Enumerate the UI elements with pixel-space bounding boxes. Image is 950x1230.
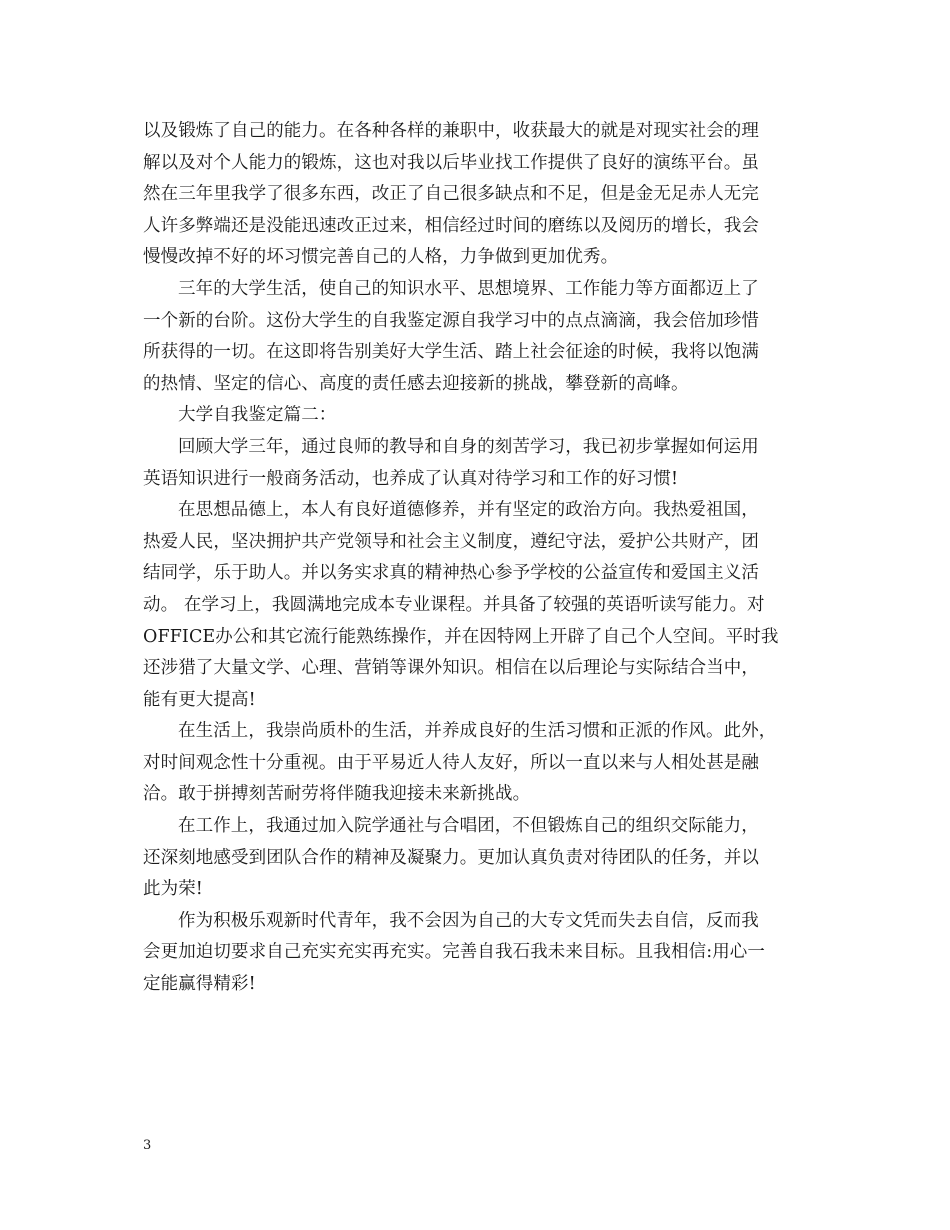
text-line: 还深刻地感受到团队合作的精神及凝聚力。更加认真负责对待团队的任务，并以 <box>143 847 759 868</box>
text-line: 在工作上，我通过加入院学通社与合唱团，不但锻炼自己的组织交际能力， <box>178 816 759 837</box>
text-line: 还涉猎了大量文学、心理、营销等课外知识。相信在以后理论与实际结合当中， <box>143 658 759 679</box>
text-line: 所获得的一切。在这即将告别美好大学生活、踏上社会征途的时候，我将以饱满 <box>143 342 759 363</box>
text-line: 在思想品德上，本人有良好道德修养，并有坚定的政治方向。我热爱祖国， <box>178 500 759 521</box>
text-line: 的热情、坚定的信心、高度的责任感去迎接新的挑战，攀登新的高峰。 <box>143 373 689 394</box>
text-line: 作为积极乐观新时代青年，我不会因为自己的大专文凭而失去自信，反而我 <box>178 910 759 931</box>
text-line: 会更加迫切要求自己充实充实再充实。完善自我石我未来目标。且我相信:用心一 <box>143 942 765 963</box>
text-line: 洽。敢于拼搏刻苦耐劳将伴随我迎接未来新挑战。 <box>143 784 531 805</box>
text-line: 三年的大学生活，使自己的知识水平、思想境界、工作能力等方面都迈上了 <box>178 278 759 299</box>
text-line: 大学自我鉴定篇二： <box>178 405 337 426</box>
text-line: 然在三年里我学了很多东西，改正了自己很多缺点和不足，但是金无足赤人无完 <box>143 184 759 205</box>
text-line: 此为荣! <box>143 879 203 900</box>
document-body <box>143 116 833 1001</box>
text-line: 解以及对个人能力的锻炼，这也对我以后毕业找工作提供了良好的演练平台。虽 <box>143 152 759 173</box>
page-number: 3 <box>143 1138 152 1153</box>
text-line: 慢慢改掉不好的坏习惯完善自己的人格，力争做到更加优秀。 <box>143 247 619 268</box>
text-line: 以及锻炼了自己的能力。在各种各样的兼职中，收获最大的就是对现实社会的理 <box>143 121 759 141</box>
text-line: 在生活上，我崇尚质朴的生活，并养成良好的生活习惯和正派的作风。此外， <box>178 721 777 742</box>
text-line: 人许多弊端还是没能迅速改正过来，相信经过时间的磨练以及阅历的增长，我会 <box>143 215 759 236</box>
text-line: 对时间观念性十分重视。由于平易近人待人友好，所以一直以来与人相处甚是融 <box>143 752 759 773</box>
text-line: 结同学，乐于助人。并以务实求真的精神热心参予学校的公益宣传和爱国主义活 <box>143 563 759 584</box>
text-line: 动。 在学习上，我圆满地完成本专业课程。并具备了较强的英语听读写能力。对 <box>143 594 765 615</box>
text-line: 定能赢得精彩! <box>143 974 256 995</box>
text-line: 一个新的台阶。这份大学生的自我鉴定源自我学习中的点点滴滴，我会倍加珍惜 <box>143 310 759 331</box>
text-line: 能有更大提高! <box>143 689 256 710</box>
text-line: 回顾大学三年，通过良师的教导和自身的刻苦学习，我已初步掌握如何运用 <box>178 436 759 457</box>
text-line: OFFICE办公和其它流行能熟练操作，并在因特网上开辟了自己个人空间。平时我 <box>143 626 779 647</box>
text-line: 热爱人民，坚决拥护共产党领导和社会主义制度，遵纪守法，爱护公共财产，团 <box>143 531 759 552</box>
text-line: 英语知识进行一般商务活动，也养成了认真对待学习和工作的好习惯! <box>143 468 679 489</box>
